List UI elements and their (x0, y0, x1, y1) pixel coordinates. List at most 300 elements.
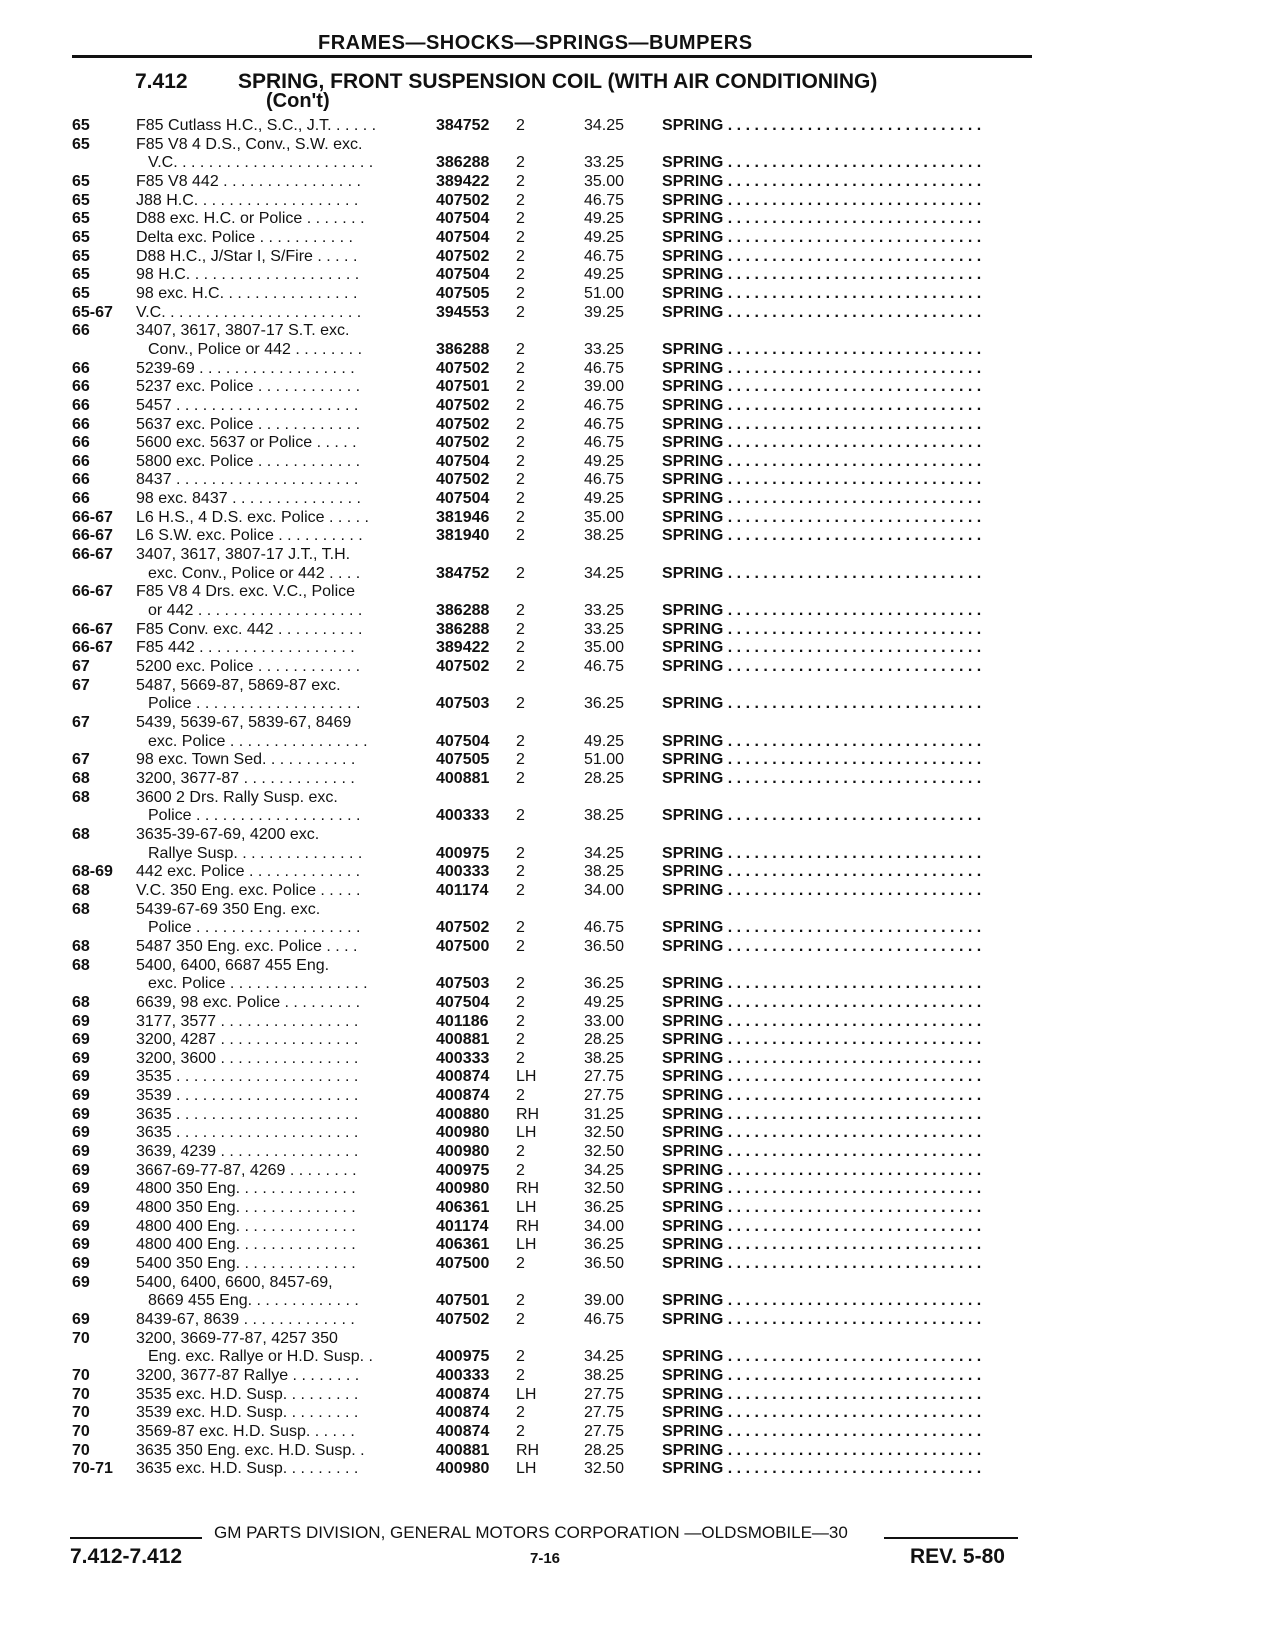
part-number-cell: 400333 (436, 863, 490, 881)
price-cell: 33.25 (584, 620, 625, 638)
description-cell: Police . . . . . . . . . . . . . . . . . . . (148, 919, 361, 937)
part-name-cell: SPRING . . . . . . . . . . . . . . . . . . . . . . . . . . . . . (662, 490, 982, 508)
quantity-cell: 2 (516, 117, 525, 134)
year-cell: 65 (72, 284, 90, 302)
price-cell: 28.25 (584, 769, 625, 787)
table-row (0, 490, 1280, 509)
part-number-cell: 407502 (436, 359, 490, 377)
description-cell: Eng. exc. Rallye or H.D. Susp. . (148, 1348, 373, 1366)
price-cell: 36.50 (584, 1255, 625, 1273)
price-cell: 34.25 (584, 564, 625, 582)
part-number-cell: 400975 (436, 1348, 490, 1366)
quantity-cell: 2 (516, 807, 525, 825)
table-row (0, 807, 1280, 826)
price-cell: 27.75 (584, 1404, 625, 1422)
table-row (0, 1050, 1280, 1069)
footer-revision: REV. 5-80 (910, 1545, 1005, 1568)
year-cell: 66-67 (72, 583, 113, 601)
price-cell: 36.25 (584, 1236, 625, 1254)
table-row (0, 248, 1280, 267)
price-cell: 34.25 (584, 117, 625, 134)
table-row (0, 229, 1280, 248)
part-name-cell: SPRING . . . . . . . . . . . . . . . . . . . . . . . . . . . . . (662, 284, 982, 302)
quantity-cell: 2 (516, 1311, 525, 1328)
quantity-cell: 2 (516, 434, 525, 452)
table-row (0, 639, 1280, 658)
description-cell: 5200 exc. Police . . . . . . . . . . . . (136, 658, 361, 676)
table-row (0, 416, 1280, 435)
price-cell: 39.00 (584, 378, 625, 396)
part-name-cell: SPRING . . . . . . . . . . . . . . . . . . . . . . . . . . . . . (662, 1105, 982, 1123)
year-cell: 69 (72, 1161, 90, 1179)
part-name-cell: SPRING . . . . . . . . . . . . . . . . . . . . . . . . . . . . . (662, 1236, 982, 1254)
part-number-cell: 407502 (436, 658, 490, 676)
year-cell: 68 (72, 900, 90, 918)
part-name-cell: SPRING . . . . . . . . . . . . . . . . . . . . . . . . . . . . . (662, 247, 982, 265)
description-cell: F85 V8 442 . . . . . . . . . . . . . . . . (136, 172, 361, 190)
description-cell: 442 exc. Police . . . . . . . . . . . . . (136, 863, 361, 881)
quantity-cell: 2 (516, 228, 525, 246)
year-cell: 67 (72, 676, 90, 694)
quantity-cell: 2 (516, 937, 525, 955)
quantity-cell: 2 (516, 639, 525, 657)
part-number-cell: 384752 (436, 564, 490, 582)
description-cell: 3667-69-77-87, 4269 . . . . . . . . (136, 1161, 357, 1179)
part-name-cell: SPRING . . . . . . . . . . . . . . . . . . . . . . . . . . . . . (662, 1311, 982, 1328)
price-cell: 36.25 (584, 695, 625, 713)
description-cell: L6 H.S., 4 D.S. exc. Police . . . . . (136, 508, 369, 526)
part-number-cell: 384752 (436, 117, 490, 134)
description-cell: 5237 exc. Police . . . . . . . . . . . . (136, 378, 361, 396)
year-cell: 66 (72, 490, 90, 508)
part-name-cell: SPRING . . . . . . . . . . . . . . . . . . . . . . . . . . . . . (662, 1087, 982, 1105)
year-cell: 68 (72, 825, 90, 843)
price-cell: 38.25 (584, 527, 625, 545)
description-cell: 3407, 3617, 3807-17 J.T., T.H. (136, 546, 351, 564)
part-name-cell: SPRING . . . . . . . . . . . . . . . . . . . . . . . . . . . . . (662, 210, 982, 228)
price-cell: 38.25 (584, 863, 625, 881)
table-row (0, 565, 1280, 584)
quantity-cell: LH (516, 1124, 537, 1142)
part-number-cell: 400333 (436, 1049, 490, 1067)
description-cell: or 442 . . . . . . . . . . . . . . . . . . . (148, 602, 363, 620)
price-cell: 31.25 (584, 1105, 625, 1123)
year-cell: 67 (72, 658, 90, 676)
table-row (0, 677, 1280, 696)
part-number-cell: 406361 (436, 1199, 490, 1217)
year-cell: 66 (72, 396, 90, 414)
table-row (0, 1348, 1280, 1367)
year-cell: 69 (72, 1180, 90, 1198)
part-number-cell: 386288 (436, 620, 490, 638)
price-cell: 49.25 (584, 266, 625, 284)
year-cell: 66-67 (72, 546, 113, 564)
price-cell: 27.75 (584, 1068, 625, 1086)
year-cell: 68 (72, 956, 90, 974)
parts-table (0, 117, 1280, 1479)
table-row (0, 1031, 1280, 1050)
year-cell: 65 (72, 172, 90, 190)
price-cell: 46.75 (584, 471, 625, 489)
part-number-cell: 407500 (436, 1255, 490, 1273)
year-cell: 65 (72, 117, 90, 134)
quantity-cell: LH (516, 1460, 537, 1478)
part-name-cell: SPRING . . . . . . . . . . . . . . . . . . . . . . . . . . . . . (662, 527, 982, 545)
table-row (0, 1068, 1280, 1087)
description-cell: V.C. 350 Eng. exc. Police . . . . . (136, 881, 361, 899)
part-name-cell: SPRING . . . . . . . . . . . . . . . . . . . . . . . . . . . . . (662, 508, 982, 526)
part-name-cell: SPRING . . . . . . . . . . . . . . . . . . . . . . . . . . . . . (662, 863, 982, 881)
description-cell: 3639, 4239 . . . . . . . . . . . . . . . . (136, 1143, 359, 1161)
year-cell: 67 (72, 751, 90, 769)
price-cell: 46.75 (584, 658, 625, 676)
part-number-cell: 407502 (436, 1311, 490, 1328)
price-cell: 33.25 (584, 602, 625, 620)
part-name-cell: SPRING . . . . . . . . . . . . . . . . . . . . . . . . . . . . . (662, 396, 982, 414)
description-cell: 8437 . . . . . . . . . . . . . . . . . . . . . (136, 471, 359, 489)
description-cell: 5439, 5639-67, 5839-67, 8469 (136, 714, 352, 731)
table-row (0, 397, 1280, 416)
part-number-cell: 386288 (436, 340, 490, 358)
price-cell: 28.25 (584, 1031, 625, 1049)
part-name-cell: SPRING . . . . . . . . . . . . . . . . . . . . . . . . . . . . . (662, 1031, 982, 1049)
price-cell: 49.25 (584, 452, 625, 470)
description-cell: 5400, 6400, 6600, 8457-69, (136, 1273, 333, 1291)
part-number-cell: 407502 (436, 919, 490, 937)
part-name-cell: SPRING . . . . . . . . . . . . . . . . . . . . . . . . . . . . . (662, 732, 982, 750)
part-name-cell: SPRING . . . . . . . . . . . . . . . . . . . . . . . . . . . . . (662, 1143, 982, 1161)
quantity-cell: RH (516, 1441, 540, 1459)
price-cell: 38.25 (584, 807, 625, 825)
table-row (0, 1180, 1280, 1199)
part-name-cell: SPRING . . . . . . . . . . . . . . . . . . . . . . . . . . . . . (662, 340, 982, 358)
description-cell: D88 exc. H.C. or Police . . . . . . . (136, 210, 365, 228)
quantity-cell: 2 (516, 1087, 525, 1105)
price-cell: 35.00 (584, 172, 625, 190)
quantity-cell: 2 (516, 172, 525, 190)
description-cell: 5457 . . . . . . . . . . . . . . . . . . . . . (136, 396, 359, 414)
table-row (0, 1442, 1280, 1461)
part-name-cell: SPRING . . . . . . . . . . . . . . . . . . . . . . . . . . . . . (662, 452, 982, 470)
description-cell: 8439-67, 8639 . . . . . . . . . . . . . (136, 1311, 355, 1328)
part-name-cell: SPRING . . . . . . . . . . . . . . . . . . . . . . . . . . . . . (662, 471, 982, 489)
quantity-cell: 2 (516, 210, 525, 228)
part-number-cell: 407505 (436, 751, 490, 769)
year-cell: 65 (72, 247, 90, 265)
price-cell: 34.25 (584, 1348, 625, 1366)
table-row (0, 751, 1280, 770)
year-cell: 70 (72, 1385, 90, 1403)
part-number-cell: 407504 (436, 266, 490, 284)
quantity-cell: 2 (516, 564, 525, 582)
part-number-cell: 406361 (436, 1236, 490, 1254)
table-row (0, 1218, 1280, 1237)
year-cell: 66 (72, 378, 90, 396)
description-cell: 4800 400 Eng. . . . . . . . . . . . . . (136, 1217, 356, 1235)
quantity-cell: 2 (516, 993, 525, 1011)
part-number-cell: 407502 (436, 191, 490, 209)
quantity-cell: 2 (516, 284, 525, 302)
footer-range: 7.412-7.412 (70, 1545, 183, 1568)
part-number-cell: 407503 (436, 975, 490, 993)
price-cell: 49.25 (584, 732, 625, 750)
part-number-cell: 381940 (436, 527, 490, 545)
part-number-cell: 389422 (436, 172, 490, 190)
part-number-cell: 400980 (436, 1180, 490, 1198)
description-cell: exc. Police . . . . . . . . . . . . . . . . (148, 975, 368, 993)
year-cell: 65 (72, 228, 90, 246)
table-row (0, 938, 1280, 957)
part-name-cell: SPRING . . . . . . . . . . . . . . . . . . . . . . . . . . . . . (662, 1348, 982, 1366)
year-cell: 70 (72, 1422, 90, 1440)
part-number-cell: 407504 (436, 732, 490, 750)
part-name-cell: SPRING . . . . . . . . . . . . . . . . . . . . . . . . . . . . . (662, 1124, 982, 1142)
table-row (0, 173, 1280, 192)
table-row (0, 509, 1280, 528)
table-row (0, 1124, 1280, 1143)
price-cell: 36.25 (584, 1199, 625, 1217)
table-row (0, 136, 1280, 155)
part-name-cell: SPRING . . . . . . . . . . . . . . . . . . . . . . . . . . . . . (662, 658, 982, 676)
part-number-cell: 401186 (436, 1012, 489, 1030)
part-name-cell: SPRING . . . . . . . . . . . . . . . . . . . . . . . . . . . . . (662, 1180, 982, 1198)
description-cell: V.C. . . . . . . . . . . . . . . . . . . . . . . (148, 154, 374, 172)
part-name-cell: SPRING . . . . . . . . . . . . . . . . . . . . . . . . . . . . . (662, 415, 982, 433)
year-cell: 68 (72, 788, 90, 806)
table-row (0, 154, 1280, 173)
description-cell: 3539 . . . . . . . . . . . . . . . . . . . . . (136, 1087, 359, 1105)
year-cell: 68 (72, 769, 90, 787)
table-row (0, 714, 1280, 733)
part-number-cell: 407502 (436, 471, 490, 489)
year-cell: 69 (72, 1199, 90, 1217)
price-cell: 39.00 (584, 1292, 625, 1310)
part-number-cell: 407500 (436, 937, 490, 955)
description-cell: F85 442 . . . . . . . . . . . . . . . . . . (136, 639, 355, 657)
description-cell: 3539 exc. H.D. Susp. . . . . . . . . (136, 1404, 359, 1422)
price-cell: 46.75 (584, 415, 625, 433)
year-cell: 69 (72, 1049, 90, 1067)
table-row (0, 471, 1280, 490)
year-cell: 69 (72, 1217, 90, 1235)
price-cell: 39.25 (584, 303, 625, 321)
table-row (0, 845, 1280, 864)
price-cell: 28.25 (584, 1441, 625, 1459)
table-row (0, 1404, 1280, 1423)
description-cell: 5239-69 . . . . . . . . . . . . . . . . . . (136, 359, 355, 377)
description-cell: 4800 400 Eng. . . . . . . . . . . . . . (136, 1236, 356, 1254)
year-cell: 65-67 (72, 303, 113, 321)
year-cell: 65 (72, 266, 90, 284)
table-row (0, 583, 1280, 602)
part-name-cell: SPRING . . . . . . . . . . . . . . . . . . . . . . . . . . . . . (662, 1012, 982, 1030)
table-row (0, 322, 1280, 341)
description-cell: 98 H.C. . . . . . . . . . . . . . . . . . . . (136, 266, 360, 284)
part-name-cell: SPRING . . . . . . . . . . . . . . . . . . . . . . . . . . . . . (662, 1255, 982, 1273)
section-title: SPRING, FRONT SUSPENSION COIL (WITH AIR CONDITIONING) (238, 70, 878, 93)
quantity-cell: 2 (516, 620, 525, 638)
table-row (0, 994, 1280, 1013)
year-cell: 68 (72, 993, 90, 1011)
part-name-cell: SPRING . . . . . . . . . . . . . . . . . . . . . . . . . . . . . (662, 639, 982, 657)
price-cell: 49.25 (584, 993, 625, 1011)
part-number-cell: 407504 (436, 490, 490, 508)
quantity-cell: 2 (516, 452, 525, 470)
price-cell: 27.75 (584, 1087, 625, 1105)
year-cell: 66 (72, 452, 90, 470)
table-row (0, 1330, 1280, 1349)
description-cell: 8669 455 Eng. . . . . . . . . . . . . (148, 1292, 359, 1310)
year-cell: 70 (72, 1404, 90, 1422)
part-name-cell: SPRING . . . . . . . . . . . . . . . . . . . . . . . . . . . . . (662, 844, 982, 862)
part-number-cell: 386288 (436, 602, 490, 620)
description-cell: 5487 350 Eng. exc. Police . . . . (136, 937, 358, 955)
price-cell: 49.25 (584, 210, 625, 228)
part-number-cell: 400333 (436, 1366, 490, 1384)
quantity-cell: 2 (516, 340, 525, 358)
description-cell: 3200, 3600 . . . . . . . . . . . . . . . . (136, 1049, 359, 1067)
part-name-cell: SPRING . . . . . . . . . . . . . . . . . . . . . . . . . . . . . (662, 620, 982, 638)
table-row (0, 863, 1280, 882)
description-cell: D88 H.C., J/Star I, S/Fire . . . . . (136, 247, 358, 265)
quantity-cell: 2 (516, 844, 525, 862)
footer-publisher: GM PARTS DIVISION, GENERAL MOTORS CORPORATION —OLDSMOBILE—30 (214, 1523, 848, 1542)
description-cell: 98 exc. H.C. . . . . . . . . . . . . . . . (136, 284, 358, 302)
quantity-cell: 2 (516, 732, 525, 750)
price-cell: 35.00 (584, 639, 625, 657)
quantity-cell: LH (516, 1385, 537, 1403)
quantity-cell: 2 (516, 863, 525, 881)
table-row (0, 826, 1280, 845)
description-cell: F85 Cutlass H.C., S.C., J.T. . . . . . (136, 117, 377, 134)
part-name-cell: SPRING . . . . . . . . . . . . . . . . . . . . . . . . . . . . . (662, 359, 982, 377)
year-cell: 69 (72, 1012, 90, 1030)
table-row (0, 1199, 1280, 1218)
price-cell: 51.00 (584, 284, 625, 302)
table-row (0, 733, 1280, 752)
description-cell: Police . . . . . . . . . . . . . . . . . . . (148, 807, 361, 825)
quantity-cell: 2 (516, 695, 525, 713)
table-row (0, 1386, 1280, 1405)
description-cell: 3177, 3577 . . . . . . . . . . . . . . . . (136, 1012, 359, 1030)
price-cell: 32.50 (584, 1124, 625, 1142)
table-row (0, 453, 1280, 472)
quantity-cell: 2 (516, 881, 525, 899)
part-number-cell: 407504 (436, 452, 490, 470)
part-number-cell: 400881 (436, 1441, 490, 1459)
quantity-cell: 2 (516, 1161, 525, 1179)
quantity-cell: 2 (516, 527, 525, 545)
footer-rule-left (70, 1537, 202, 1539)
quantity-cell: RH (516, 1217, 540, 1235)
price-cell: 32.50 (584, 1460, 625, 1478)
price-cell: 51.00 (584, 751, 625, 769)
part-number-cell: 400980 (436, 1124, 490, 1142)
year-cell: 66-67 (72, 527, 113, 545)
year-cell: 67 (72, 714, 90, 731)
part-name-cell: SPRING . . . . . . . . . . . . . . . . . . . . . . . . . . . . . (662, 751, 982, 769)
quantity-cell: 2 (516, 751, 525, 769)
table-row (0, 1255, 1280, 1274)
description-cell: 3635 . . . . . . . . . . . . . . . . . . . . . (136, 1105, 359, 1123)
year-cell: 66-67 (72, 620, 113, 638)
description-cell: Conv., Police or 442 . . . . . . . . (148, 340, 363, 358)
part-name-cell: SPRING . . . . . . . . . . . . . . . . . . . . . . . . . . . . . (662, 975, 982, 993)
description-cell: 5600 exc. 5637 or Police . . . . . (136, 434, 357, 452)
description-cell: F85 V8 4 D.S., Conv., S.W. exc. (136, 135, 363, 153)
table-row (0, 266, 1280, 285)
table-row (0, 695, 1280, 714)
part-number-cell: 389422 (436, 639, 490, 657)
table-row (0, 789, 1280, 808)
table-row (0, 360, 1280, 379)
year-cell: 65 (72, 210, 90, 228)
quantity-cell: 2 (516, 1031, 525, 1049)
part-number-cell: 381946 (436, 508, 490, 526)
description-cell: 5400, 6400, 6687 455 Eng. (136, 956, 330, 974)
description-cell: 3635 350 Eng. exc. H.D. Susp. . (136, 1441, 365, 1459)
table-row (0, 1423, 1280, 1442)
table-row (0, 304, 1280, 323)
quantity-cell: 2 (516, 1292, 525, 1310)
part-number-cell: 394553 (436, 303, 490, 321)
part-number-cell: 407503 (436, 695, 490, 713)
table-row (0, 919, 1280, 938)
description-cell: 3200, 3669-77-87, 4257 350 (136, 1329, 338, 1347)
price-cell: 38.25 (584, 1366, 625, 1384)
price-cell: 49.25 (584, 228, 625, 246)
price-cell: 46.75 (584, 191, 625, 209)
description-cell: 5400 350 Eng. . . . . . . . . . . . . . (136, 1255, 356, 1273)
quantity-cell: 2 (516, 1348, 525, 1366)
price-cell: 46.75 (584, 396, 625, 414)
description-cell: 4800 350 Eng. . . . . . . . . . . . . . (136, 1180, 356, 1198)
year-cell: 69 (72, 1105, 90, 1123)
quantity-cell: 2 (516, 471, 525, 489)
section-subtitle: (Con't) (266, 90, 330, 112)
part-name-cell: SPRING . . . . . . . . . . . . . . . . . . . . . . . . . . . . . (662, 1460, 982, 1478)
quantity-cell: 2 (516, 154, 525, 172)
quantity-cell: 2 (516, 266, 525, 284)
part-number-cell: 407502 (436, 415, 490, 433)
year-cell: 65 (72, 135, 90, 153)
quantity-cell: 2 (516, 1049, 525, 1067)
part-number-cell: 400980 (436, 1460, 490, 1478)
description-cell: 3407, 3617, 3807-17 S.T. exc. (136, 322, 350, 340)
description-cell: 5800 exc. Police . . . . . . . . . . . . (136, 452, 361, 470)
part-number-cell: 400874 (436, 1422, 490, 1440)
table-row (0, 1106, 1280, 1125)
part-number-cell: 401174 (436, 1217, 489, 1235)
price-cell: 36.25 (584, 975, 625, 993)
part-number-cell: 400881 (436, 769, 490, 787)
description-cell: 4800 350 Eng. . . . . . . . . . . . . . (136, 1199, 356, 1217)
description-cell: exc. Conv., Police or 442 . . . . (148, 564, 361, 582)
quantity-cell: RH (516, 1180, 540, 1198)
table-row (0, 1460, 1280, 1479)
price-cell: 46.75 (584, 247, 625, 265)
quantity-cell: 2 (516, 191, 525, 209)
table-row (0, 341, 1280, 360)
price-cell: 34.00 (584, 1217, 625, 1235)
part-name-cell: SPRING . . . . . . . . . . . . . . . . . . . . . . . . . . . . . (662, 1441, 982, 1459)
description-cell: 3535 . . . . . . . . . . . . . . . . . . . . . (136, 1068, 359, 1086)
description-cell: 3600 2 Drs. Rally Susp. exc. (136, 788, 338, 806)
year-cell: 69 (72, 1087, 90, 1105)
quantity-cell: 2 (516, 1422, 525, 1440)
part-number-cell: 400874 (436, 1087, 490, 1105)
quantity-cell: RH (516, 1105, 540, 1123)
